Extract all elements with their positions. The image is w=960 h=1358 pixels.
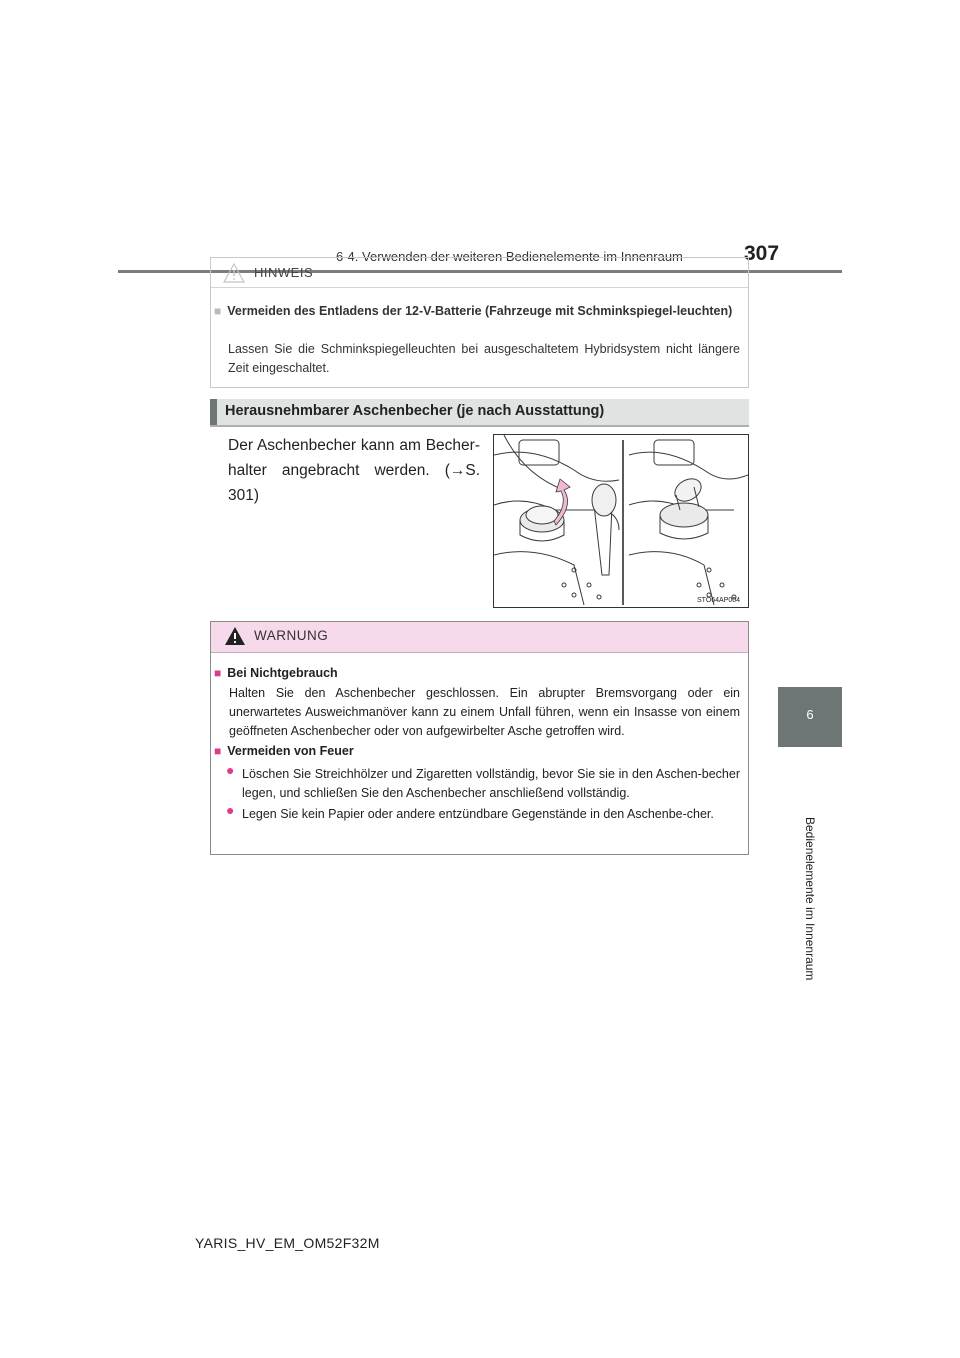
notice-title: HINWEIS	[254, 265, 314, 280]
warning-item-1-title: Bei Nichtgebrauch	[227, 666, 338, 680]
square-bullet-icon: ■	[214, 666, 222, 680]
figure-code: STO64AP004	[697, 597, 741, 604]
section-heading-accent	[210, 399, 217, 425]
notice-item-title: Vermeiden des Entladens der 12-V-Batterie (Fahrzeuge mit Schminkspiegel-leuchten)	[227, 304, 733, 318]
caution-triangle-icon	[222, 262, 246, 284]
body-text: Der Aschenbecher kann am Becher-halter angebracht werden. (→S. 301)	[228, 437, 480, 504]
warning-item-1-text: Halten Sie den Aschenbecher geschlossen. Ein abrupter Bremsvorgang oder ein unerwartetes Ausweichmanöver kann zu einem Unfall führen, wenn ein Insasse von einem geöffneten Aschenbecher oder von aufgewirbelter Asche getroffen wird.	[229, 686, 740, 738]
warning-item-2-title: Vermeiden von Feuer	[227, 744, 354, 758]
chapter-number: 6	[806, 707, 814, 722]
warning-title: WARNUNG	[254, 628, 329, 643]
warning-item-2-bullet-1: Löschen Sie Streichhölzer und Zigaretten vollständig, bevor Sie sie in den Aschen-becher legen, und schließen Sie den Aschenbecher anschließend vollständig.	[242, 767, 740, 800]
round-bullet-icon: ●	[226, 802, 235, 818]
ashtray-illustration	[493, 434, 749, 608]
section-heading: Herausnehmbarer Aschenbecher (je nach Ausstattung)	[225, 403, 605, 419]
chapter-label: Bedienelemente im Innenraum	[803, 817, 817, 981]
square-bullet-icon: ■	[214, 744, 222, 758]
notice-item-text: Lassen Sie die Schminkspiegelleuchten bei ausgeschaltetem Hybridsystem nicht längere Zeit eingeschaltet.	[228, 342, 740, 375]
square-bullet-icon: ■	[214, 304, 222, 318]
warning-item-1	[214, 666, 338, 680]
warning-item-2	[214, 744, 354, 758]
round-bullet-icon: ●	[226, 762, 235, 778]
ashtray-drawing	[494, 435, 748, 607]
page-number: 307	[744, 242, 780, 265]
warning-triangle-icon	[224, 626, 246, 646]
document-code: YARIS_HV_EM_OM52F32M	[195, 1235, 380, 1251]
section-title: 6-4. Verwenden der weiteren Bedienelemente im Innenraum	[336, 249, 683, 264]
warning-item-2-bullet-2: Legen Sie kein Papier oder andere entzündbare Gegenstände in den Aschenbe-cher.	[242, 807, 714, 821]
notice-item	[214, 302, 742, 321]
